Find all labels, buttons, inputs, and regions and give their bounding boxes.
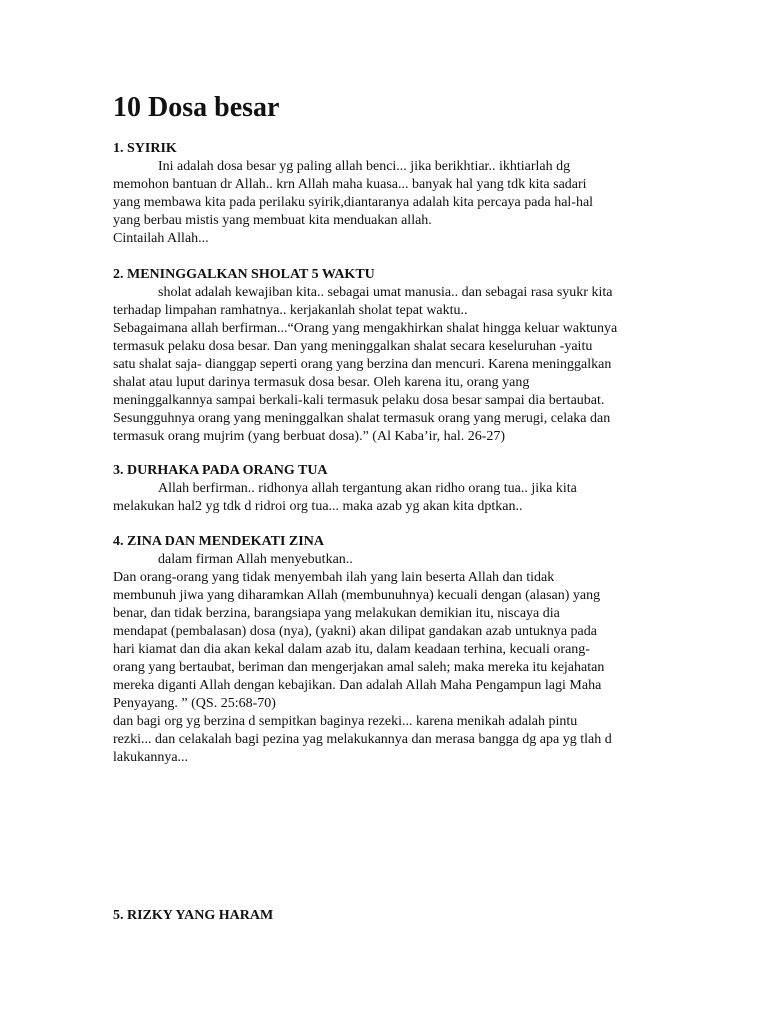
paragraph-line: terhadap limpahan ramhatnya.. kerjakanlah sholat tepat waktu.. xyxy=(113,303,468,318)
section-heading: 1. SYIRIK xyxy=(113,141,177,156)
paragraph-line: termasuk orang mujrim (yang berbuat dosa).” (Al Kaba’ir, hal. 26-27) xyxy=(113,429,506,444)
section-rizky-haram xyxy=(113,907,658,925)
section-zina xyxy=(113,533,658,767)
paragraph-line: hari kiamat dan dia akan kekal dalam azab itu, dalam keadaan terhina, kecuali orang- xyxy=(113,642,590,657)
paragraph-line: meninggalkannya sampai berkali-kali termasuk pelaku dosa besar sampai dia bertaubat. xyxy=(113,393,605,408)
paragraph-line: Sesungguhnya orang yang meninggalkan shalat termasuk orang yang merugi, celaka dan xyxy=(113,411,611,426)
paragraph-line: termasuk pelaku dosa besar. Dan yang meninggalkan shalat secara keseluruhan -yaitu xyxy=(113,339,593,354)
paragraph-line: satu shalat saja- dianggap seperti orang yang berzina dan mencuri. Karena meninggalkan xyxy=(113,357,612,372)
section-heading: 4. ZINA DAN MENDEKATI ZINA xyxy=(113,534,324,549)
paragraph-line: Cintailah Allah... xyxy=(113,231,209,246)
paragraph-line: Ini adalah dosa besar yg paling allah benci... jika berikhtiar.. ikhtiarlah dg xyxy=(158,159,571,174)
section-syirik xyxy=(113,140,658,248)
paragraph-line: orang yang bertaubat, beriman dan mengerjakan amal saleh; maka mereka itu kejahatan xyxy=(113,660,605,675)
paragraph-line: sholat adalah kewajiban kita.. sebagai umat manusia.. dan sebagai rasa syukr kita xyxy=(158,285,613,300)
paragraph-line: rezki... dan celakalah bagi pezina yag melakukannya dan merasa bangga dg apa yg tlah d xyxy=(113,732,612,747)
section-heading: 5. RIZKY YANG HARAM xyxy=(113,908,274,923)
paragraph-line: membunuh jiwa yang diharamkan Allah (membunuhnya) kecuali dengan (alasan) yang xyxy=(113,588,601,603)
paragraph-line: yang berbau mistis yang membuat kita menduakan allah. xyxy=(113,213,432,228)
paragraph-line: mendapat (pembalasan) dosa (nya), (yakni) akan dilipat gandakan azab untuknya pada xyxy=(113,624,597,639)
paragraph-line: dan bagi org yg berzina d sempitkan baginya rezeki... karena menikah adalah pintu xyxy=(113,714,578,729)
paragraph-line: dalam firman Allah menyebutkan.. xyxy=(158,552,353,567)
section-heading: 2. MENINGGALKAN SHOLAT 5 WAKTU xyxy=(113,267,375,282)
paragraph-line: lakukannya... xyxy=(113,750,189,765)
section-body xyxy=(113,480,658,516)
paragraph-line: Sebagaimana allah berfirman...“Orang yang mengakhirkan shalat hingga keluar waktunya xyxy=(113,321,618,336)
section-durhaka xyxy=(113,462,658,516)
section-body xyxy=(113,158,658,248)
section-heading: 3. DURHAKA PADA ORANG TUA xyxy=(113,463,328,478)
document-title: 10 Dosa besar xyxy=(113,92,280,123)
document-page xyxy=(113,88,658,923)
section-body xyxy=(113,551,658,767)
paragraph-line: shalat atau luput darinya termasuk dosa besar. Oleh karena itu, orang yang xyxy=(113,375,530,390)
paragraph-line: benar, dan tidak berzina, barangsiapa yang melakukan demikian itu, niscaya dia xyxy=(113,606,560,621)
paragraph-line: mereka diganti Allah dengan kebajikan. Dan adalah Allah Maha Pengampun lagi Maha xyxy=(113,678,602,693)
paragraph-line: yang membawa kita pada perilaku syirik,diantaranya adalah kita percaya pada hal-hal xyxy=(113,195,594,210)
paragraph-line: Dan orang-orang yang tidak menyembah ilah yang lain beserta Allah dan tidak xyxy=(113,570,555,585)
paragraph-line: memohon bantuan dr Allah.. krn Allah maha kuasa... banyak hal yang tdk kita sadari xyxy=(113,177,587,192)
paragraph-line: Penyayang. ” (QS. 25:68-70) xyxy=(113,696,276,711)
section-body xyxy=(113,284,658,446)
paragraph-line: melakukan hal2 yg tdk d ridroi org tua... maka azab yg akan kita dptkan.. xyxy=(113,499,523,514)
section-sholat xyxy=(113,266,658,446)
paragraph-line: Allah berfirman.. ridhonya allah tergantung akan ridho orang tua.. jika kita xyxy=(158,481,577,496)
